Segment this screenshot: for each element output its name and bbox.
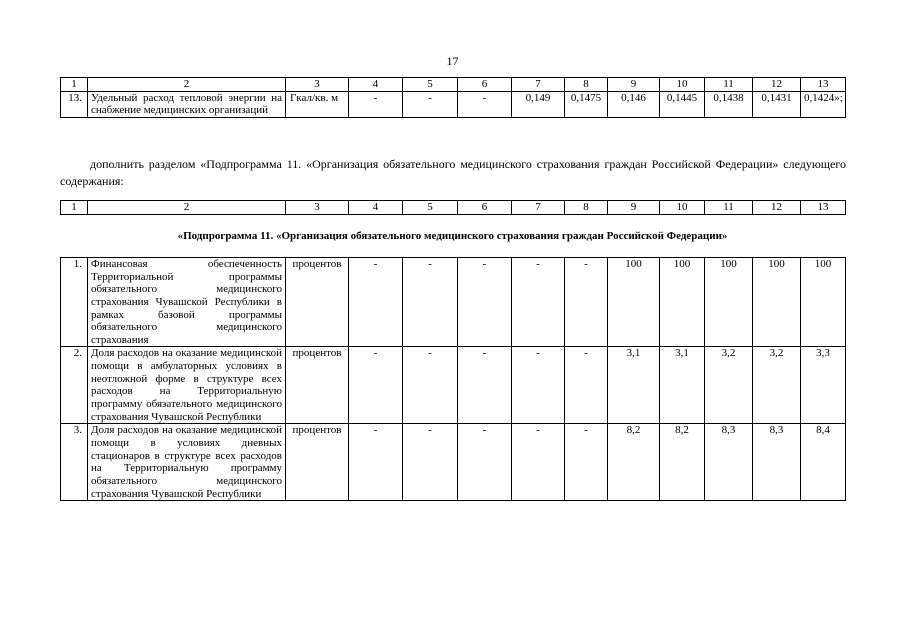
value-cell: - bbox=[458, 347, 512, 424]
value-cell: 0,1431 bbox=[753, 91, 801, 117]
column-number: 13 bbox=[801, 201, 846, 215]
value-cell: 100 bbox=[753, 258, 801, 347]
unit: процентов bbox=[286, 258, 349, 347]
column-number: 7 bbox=[512, 201, 565, 215]
value-cell: - bbox=[403, 347, 458, 424]
value-cell: 100 bbox=[801, 258, 846, 347]
column-number: 10 bbox=[660, 78, 705, 92]
row-number: 1. bbox=[61, 258, 88, 347]
column-number: 8 bbox=[565, 201, 608, 215]
column-number: 4 bbox=[349, 78, 403, 92]
table-row bbox=[61, 91, 846, 117]
value-cell: - bbox=[565, 347, 608, 424]
value-cell: - bbox=[458, 91, 512, 117]
column-number: 4 bbox=[349, 201, 403, 215]
value-cell: - bbox=[403, 258, 458, 347]
value-cell: - bbox=[512, 347, 565, 424]
column-number: 3 bbox=[286, 201, 349, 215]
value-cell: - bbox=[458, 258, 512, 347]
column-number: 6 bbox=[458, 78, 512, 92]
value-cell: 0,1424»; bbox=[801, 91, 846, 117]
unit: процентов bbox=[286, 424, 349, 501]
column-number: 11 bbox=[705, 201, 753, 215]
value-cell: - bbox=[349, 258, 403, 347]
value-cell: 3,3 bbox=[801, 347, 846, 424]
column-number: 6 bbox=[458, 201, 512, 215]
value-cell: 3,1 bbox=[608, 347, 660, 424]
column-number: 2 bbox=[88, 201, 286, 215]
row-number: 3. bbox=[61, 424, 88, 501]
value-cell: - bbox=[403, 91, 458, 117]
value-cell: 3,1 bbox=[660, 347, 705, 424]
value-cell: - bbox=[349, 347, 403, 424]
column-number: 9 bbox=[608, 201, 660, 215]
value-cell: - bbox=[565, 258, 608, 347]
column-header-table bbox=[60, 200, 846, 215]
table-row bbox=[61, 258, 846, 347]
value-cell: 0,146 bbox=[608, 91, 660, 117]
value-cell: - bbox=[349, 91, 403, 117]
indicator-table-energy bbox=[60, 77, 846, 118]
value-cell: - bbox=[403, 424, 458, 501]
column-number: 5 bbox=[403, 201, 458, 215]
unit: Гкал/кв. м bbox=[286, 91, 349, 117]
value-cell: 0,1445 bbox=[660, 91, 705, 117]
column-numbers-row bbox=[61, 201, 846, 215]
column-number: 13 bbox=[801, 78, 846, 92]
column-number: 9 bbox=[608, 78, 660, 92]
indicator-table-subprogram-11 bbox=[60, 257, 846, 501]
indicator-name: Финансовая обеспеченность Территориальной программы обязательного медицинского страхования Чувашской Республики в рамках базовой программы обязательного медицинского страхования bbox=[88, 258, 286, 347]
value-cell: 3,2 bbox=[705, 347, 753, 424]
column-number: 7 bbox=[512, 78, 565, 92]
value-cell: 100 bbox=[705, 258, 753, 347]
column-number: 8 bbox=[565, 78, 608, 92]
amendment-text: дополнить разделом «Подпрограмма 11. «Организация обязательного медицинского страхования граждан Российской Федерации» следующего содержания: bbox=[60, 157, 846, 188]
column-number: 12 bbox=[753, 201, 801, 215]
column-number: 1 bbox=[61, 201, 88, 215]
column-number: 3 bbox=[286, 78, 349, 92]
column-number: 11 bbox=[705, 78, 753, 92]
value-cell: - bbox=[512, 424, 565, 501]
column-number: 10 bbox=[660, 201, 705, 215]
value-cell: - bbox=[349, 424, 403, 501]
value-cell: 0,1438 bbox=[705, 91, 753, 117]
indicator-name: Доля расходов на оказание медицинской помощи в амбулаторных условиях в неотложной форме в структуре всех расходов на Территориальную программу обязательного медицинского страхования Чувашской Республики bbox=[88, 347, 286, 424]
value-cell: 8,2 bbox=[660, 424, 705, 501]
value-cell: 0,1475 bbox=[565, 91, 608, 117]
column-numbers-row bbox=[61, 78, 846, 92]
value-cell: 8,2 bbox=[608, 424, 660, 501]
row-number: 13. bbox=[61, 91, 88, 117]
value-cell: - bbox=[458, 424, 512, 501]
indicator-name: Удельный расход тепловой энергии на снабжение медицинских организаций bbox=[88, 91, 286, 117]
column-number: 1 bbox=[61, 78, 88, 92]
value-cell: 100 bbox=[660, 258, 705, 347]
value-cell: 8,3 bbox=[753, 424, 801, 501]
value-cell: 100 bbox=[608, 258, 660, 347]
row-number: 2. bbox=[61, 347, 88, 424]
value-cell: 8,3 bbox=[705, 424, 753, 501]
unit: процентов bbox=[286, 347, 349, 424]
section-title: «Подпрограмма 11. «Организация обязательного медицинского страхования граждан Российской Федерации» bbox=[177, 230, 728, 242]
column-number: 12 bbox=[753, 78, 801, 92]
value-cell: - bbox=[565, 424, 608, 501]
page-number: 17 bbox=[446, 54, 459, 68]
table-row bbox=[61, 347, 846, 424]
value-cell: 8,4 bbox=[801, 424, 846, 501]
table-row bbox=[61, 424, 846, 501]
column-number: 5 bbox=[403, 78, 458, 92]
value-cell: 0,149 bbox=[512, 91, 565, 117]
indicator-name: Доля расходов на оказание медицинской помощи в условиях дневных стационаров в структуре всех расходов на Территориальную программу обязательного медицинского страхования Чувашской Республики bbox=[88, 424, 286, 501]
value-cell: 3,2 bbox=[753, 347, 801, 424]
value-cell: - bbox=[512, 258, 565, 347]
column-number: 2 bbox=[88, 78, 286, 92]
